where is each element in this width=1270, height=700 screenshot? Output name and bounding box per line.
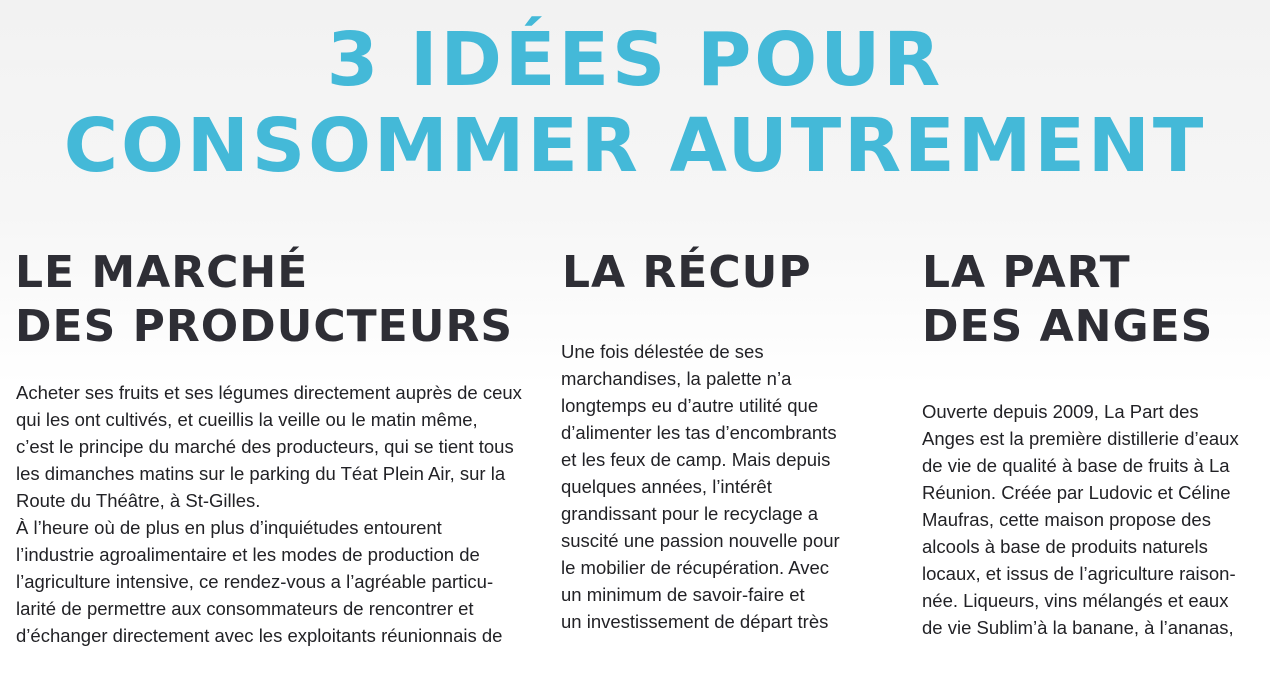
article-text-recup: [561, 338, 861, 635]
text-line: d’échanger directement avec les exploitants réunionnais de: [16, 625, 503, 646]
text-line: suscité une passion nouvelle pour: [561, 530, 840, 551]
text-line: c’est le principe du marché des producteurs, qui se tient tous: [16, 436, 514, 457]
text-line: l’agriculture intensive, ce rendez-vous a l’agréable particu-: [16, 571, 494, 592]
text-line: née. Liqueurs, vins mélangés et eaux: [922, 590, 1229, 611]
heading-line: LA PART: [922, 247, 1131, 298]
text-line: marchandises, la palette n’a: [561, 368, 792, 389]
text-line: Route du Théâtre, à St-Gilles.: [16, 490, 261, 511]
heading-line: LA RÉCUP: [562, 247, 812, 298]
text-line: alcools à base de produits naturels: [922, 536, 1208, 557]
page-title-line-1: 3 IDÉES POUR: [326, 17, 944, 103]
text-line: quelques années, l’intérêt: [561, 476, 772, 497]
heading-line: DES ANGES: [922, 301, 1214, 352]
text-line: l’industrie agroalimentaire et les modes de production de: [16, 544, 480, 565]
section-heading-marche: [15, 246, 535, 354]
article-text-marche: [16, 379, 526, 649]
text-line: locaux, et issus de l’agriculture raison-: [922, 563, 1236, 584]
section-heading-part-des-anges: [922, 246, 1262, 354]
page-title-line-2: CONSOMMER AUTREMENT: [63, 103, 1207, 189]
heading-line: LE MARCHÉ: [15, 247, 309, 298]
text-line: les dimanches matins sur le parking du Téat Plein Air, sur la: [16, 463, 506, 484]
text-line: un investissement de départ très: [561, 611, 829, 632]
text-line: Réunion. Créée par Ludovic et Céline: [922, 482, 1231, 503]
text-line: le mobilier de récupération. Avec: [561, 557, 830, 578]
text-line: Ouverte depuis 2009, La Part des: [922, 401, 1199, 422]
article-text-part-des-anges: [922, 398, 1262, 641]
text-line: Une fois délestée de ses: [561, 341, 764, 362]
text-line: longtemps eu d’autre utilité que: [561, 395, 819, 416]
text-line: de vie de qualité à base de fruits à La: [922, 455, 1230, 476]
text-line: et les feux de camp. Mais depuis: [561, 449, 831, 470]
heading-line: DES PRODUCTEURS: [15, 301, 514, 352]
text-line: grandissant pour le recyclage a: [561, 503, 819, 524]
section-heading-recup: [562, 246, 882, 300]
text-line: qui les ont cultivés, et cueillis la veille ou le matin même,: [16, 409, 478, 430]
text-line: À l’heure où de plus en plus d’inquiétudes entourent: [16, 517, 442, 538]
text-line: larité de permettre aux consommateurs de rencontrer et: [16, 598, 474, 619]
text-line: un minimum de savoir-faire et: [561, 584, 805, 605]
text-line: Acheter ses fruits et ses légumes directement auprès de ceux: [16, 382, 522, 403]
text-line: d’alimenter les tas d’encombrants: [561, 422, 837, 443]
text-line: Anges est la première distillerie d’eaux: [922, 428, 1239, 449]
text-line: Maufras, cette maison propose des: [922, 509, 1211, 530]
text-line: de vie Sublim’à la banane, à l’ananas,: [922, 617, 1234, 638]
